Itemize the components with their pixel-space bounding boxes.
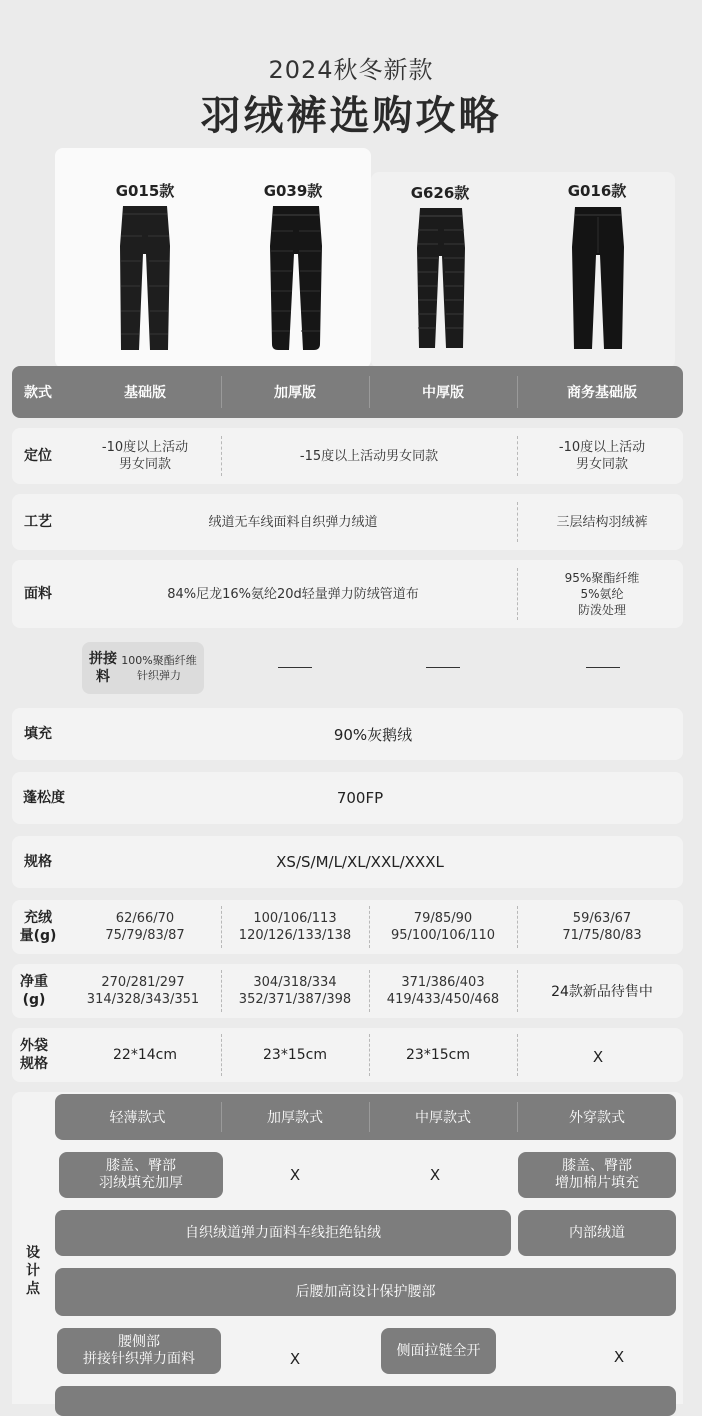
divider	[517, 1034, 518, 1076]
page-title: 羽绒裤选购攻略	[200, 93, 502, 139]
divider	[221, 436, 222, 476]
header-medium: 中厚版	[422, 385, 464, 401]
model-g626: G626款	[410, 184, 470, 202]
design-knee-medium: X	[429, 1166, 441, 1184]
pants-g626-image	[415, 208, 467, 350]
down-weight-medium: 79/85/90 95/100/106/110	[390, 911, 496, 943]
design-divider	[369, 1102, 370, 1132]
pocket-basic: 22*14cm	[113, 1047, 177, 1063]
subtitle: 2024秋冬新款	[268, 56, 434, 84]
design-style-medium: 中厚款式	[415, 1110, 471, 1126]
design-knee-business: 膝盖、臀部 增加棉片填充	[518, 1152, 676, 1198]
label-loft: 蓬松度	[23, 790, 65, 806]
fabric-business: 95%聚酯纤维 5%氨纶 防泼处理	[564, 571, 640, 617]
header-divider	[517, 376, 518, 408]
craft-main: 绒道无车线面料自织弹力绒道	[208, 514, 378, 530]
fabric-main: 84%尼龙16%氨纶20d轻量弹力防绒管道布	[167, 586, 419, 602]
divider	[221, 1034, 222, 1076]
divider	[221, 970, 222, 1012]
net-weight-business: 24款新品待售中	[551, 984, 653, 1000]
sizes-value: XS/S/M/L/XL/XXL/XXXL	[276, 853, 444, 871]
down-weight-thick: 100/106/113 120/126/133/138	[238, 911, 352, 943]
splice-medium	[370, 652, 516, 682]
positioning-thick-medium: -15度以上活动男女同款	[299, 448, 439, 464]
divider	[517, 906, 518, 948]
pants-g015-image	[118, 206, 172, 352]
divider	[517, 436, 518, 476]
pocket-business: X	[592, 1048, 604, 1066]
craft-business: 三层结构羽绒裤	[556, 514, 648, 530]
design-divider	[221, 1102, 222, 1132]
label-fabric: 面料	[24, 586, 52, 602]
dash-line	[586, 667, 620, 668]
pocket-medium: 23*15cm	[406, 1047, 470, 1063]
label-net-weight: 净重 (g)	[20, 974, 48, 1008]
design-knee-basic: 膝盖、臀部 羽绒填充加厚	[59, 1152, 223, 1198]
splice-basic: 100%聚酯纤维 针织弹力	[121, 654, 197, 682]
dash-line	[278, 667, 312, 668]
pocket-thick: 23*15cm	[263, 1047, 327, 1063]
design-zip-medium: 侧面拉链全开	[381, 1328, 496, 1374]
label-positioning: 定位	[24, 448, 52, 464]
down-weight-business: 59/63/67 71/75/80/83	[562, 911, 642, 943]
net-weight-medium: 371/386/403 419/433/450/468	[386, 975, 500, 1007]
label-fill: 填充	[24, 726, 52, 742]
design-channel: 自织绒道弹力面料车线拒绝钻绒	[55, 1210, 511, 1256]
header-thick: 加厚版	[274, 385, 316, 401]
header-basic: 基础版	[124, 385, 166, 401]
dash-line	[426, 667, 460, 668]
label-splice: 拼接料	[89, 651, 117, 685]
net-weight-basic: 270/281/297 314/328/343/351	[86, 975, 200, 1007]
splice-business	[520, 652, 686, 682]
loft-value: 700FP	[336, 789, 384, 807]
label-sizes: 规格	[24, 854, 52, 870]
design-knee-thick: X	[289, 1166, 301, 1184]
splice-thick	[222, 652, 368, 682]
label-craft: 工艺	[24, 514, 52, 530]
header-divider	[221, 376, 222, 408]
pants-g039-image	[268, 206, 324, 352]
design-next-bar	[55, 1386, 676, 1416]
label-down-weight: 充绒 量(g)	[19, 910, 57, 944]
label-pocket: 外袋 规格	[20, 1038, 48, 1072]
label-design: 设计点	[26, 1245, 40, 1297]
design-style-thick: 加厚款式	[267, 1110, 323, 1126]
pants-g016-image	[571, 207, 625, 351]
header-divider	[369, 376, 370, 408]
design-side-basic: 腰侧部 拼接针织弹力面料	[57, 1328, 221, 1374]
design-style-business: 外穿款式	[569, 1110, 625, 1126]
model-g039: G039款	[263, 182, 323, 200]
divider	[517, 970, 518, 1012]
design-zip-business: X	[613, 1348, 625, 1366]
divider	[369, 1034, 370, 1076]
design-side-thick: X	[289, 1350, 301, 1368]
divider	[369, 970, 370, 1012]
model-g015: G015款	[115, 182, 175, 200]
design-style-basic: 轻薄款式	[109, 1110, 166, 1126]
fill-value: 90%灰鹅绒	[333, 725, 413, 744]
positioning-basic: -10度以上活动 男女同款	[101, 440, 189, 472]
divider	[221, 906, 222, 948]
header-business: 商务基础版	[567, 385, 637, 401]
design-divider	[517, 1102, 518, 1132]
header-label: 款式	[24, 385, 52, 401]
divider	[517, 502, 518, 542]
divider	[517, 568, 518, 620]
net-weight-thick: 304/318/334 352/371/387/398	[238, 975, 352, 1007]
design-inner-channel: 内部绒道	[518, 1210, 676, 1256]
model-g016: G016款	[567, 182, 627, 200]
positioning-business: -10度以上活动 男女同款	[558, 440, 646, 472]
divider	[369, 906, 370, 948]
design-waist: 后腰加高设计保护腰部	[55, 1268, 676, 1316]
down-weight-basic: 62/66/70 75/79/83/87	[105, 911, 185, 943]
